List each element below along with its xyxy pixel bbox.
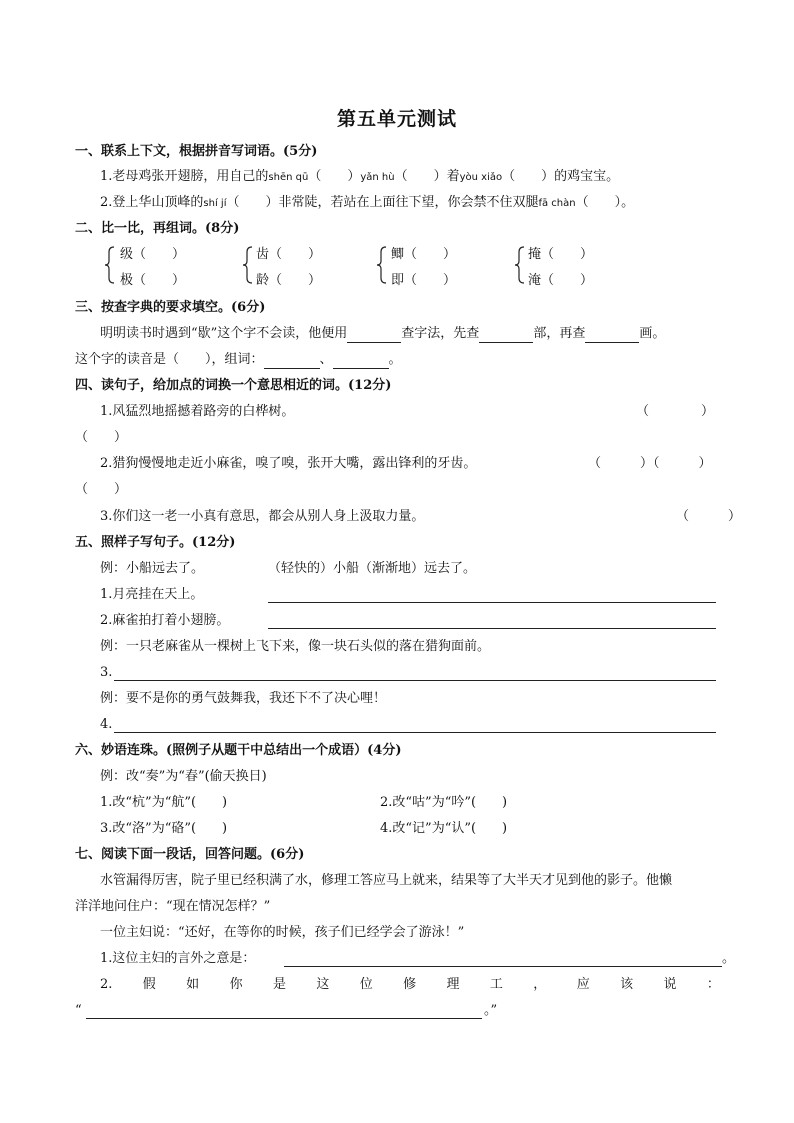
s1-q2-blank-1[interactable]: （ ）非常陡，若站在上面往下望，你会禁不住双腿 xyxy=(226,195,539,210)
s7-q2-char: 该 xyxy=(620,977,634,992)
s5-question-2: 2.麻雀拍打着小翅膀。 xyxy=(100,613,230,628)
s1-question-1 xyxy=(100,168,619,187)
s3-text-b: 查字法，先查 xyxy=(401,326,480,341)
s7-q2-char: 2. xyxy=(100,977,113,992)
s1-q2-pinyin-1: shí jí xyxy=(203,198,227,209)
s7-q1-answer-line[interactable] xyxy=(284,966,722,967)
s6-question-1[interactable]: 1.改“杭”为“航”( ) xyxy=(100,795,228,810)
s7-q2-char: 你 xyxy=(229,977,243,992)
s7-q2-char: 理 xyxy=(446,977,460,992)
s3-blank-strokes[interactable] xyxy=(585,329,639,343)
section-2-header: 二、比一比，再组词。(8分) xyxy=(75,221,240,236)
s5-example-1-expanded: （轻快的）小船（渐渐地）远去了。 xyxy=(268,561,477,576)
section-3-header: 三、按查字典的要求填空。(6分) xyxy=(75,300,266,315)
s4-q1-answer-box-2[interactable]: （ ） xyxy=(75,430,128,445)
s3-line-2 xyxy=(75,351,402,369)
s7-q2-open-quote: “ xyxy=(75,1003,82,1018)
s5-q1-answer-line[interactable] xyxy=(268,602,716,603)
s7-q2-answer-line[interactable] xyxy=(86,1018,482,1019)
s5-q3-answer-line[interactable] xyxy=(114,680,716,681)
s3-text-f: 、 xyxy=(319,352,333,367)
s1-q2-pinyin-2: fā chàn xyxy=(538,198,576,209)
s7-passage-line-2: 洋洋地问住户：“现在情况怎样？” xyxy=(75,899,271,914)
s5-example-2: 例：一只老麻雀从一棵树上飞下来，像一块石头似的落在猎狗面前。 xyxy=(100,639,491,654)
section-4-header: 四、读句子，给加点的词换一个意思相近的词。(12分) xyxy=(75,378,392,393)
s4-q2-answer-boxes[interactable]: （ ）（ ） xyxy=(588,456,712,471)
s7-q2-char: 如 xyxy=(186,977,200,992)
s4-q3-answer-box[interactable]: （ ） xyxy=(676,509,742,524)
s1-q1-blank-3[interactable]: （ ）的鸡宝宝。 xyxy=(502,169,620,184)
s3-text-e: 这个字的读音是（ ），组词： xyxy=(75,352,264,367)
s4-q2-answer-box-3[interactable]: （ ） xyxy=(75,482,128,497)
s3-blank-radical[interactable] xyxy=(479,329,533,343)
s7-q2-char: 假 xyxy=(142,977,156,992)
s4-question-2: 2.猎狗慢慢地走近小麻雀，嗅了嗅，张开大嘴，露出锋利的牙齿。 xyxy=(100,456,477,471)
s2-pair-4-top[interactable]: 掩（ ） xyxy=(528,247,594,262)
s3-line-1 xyxy=(100,325,665,343)
s1-q1-blank-2[interactable]: （ ）着 xyxy=(394,169,460,184)
s7-q2-char: 是 xyxy=(272,977,286,992)
section-6-header: 六、妙语连珠。(照例子从题干中总结出一个成语）(4分) xyxy=(75,743,402,758)
s7-q1-period: 。 xyxy=(722,951,736,966)
s5-example-1-original: 例：小船远去了。 xyxy=(100,561,205,576)
s7-question-1: 1.这位主妇的言外之意是： xyxy=(100,951,256,966)
s3-text-g: 。 xyxy=(388,352,402,367)
s7-q2-char: 修 xyxy=(403,977,417,992)
s3-blank-method[interactable] xyxy=(347,329,401,343)
s7-passage-line-3: 一位主妇说：“还好，在等你的时候，孩子们已经学会了游泳！” xyxy=(100,925,465,940)
s1-question-2 xyxy=(100,194,634,213)
brace-icon xyxy=(242,246,254,284)
s1-q1-text-a: 1.老母鸡张开翅膀，用自己的 xyxy=(100,169,269,184)
s7-q2-char: 这 xyxy=(316,977,330,992)
s2-pair-4-bottom[interactable]: 淹（ ） xyxy=(528,273,594,288)
s5-question-1: 1.月亮挂在天上。 xyxy=(100,587,204,602)
brace-icon xyxy=(104,246,116,284)
s1-q1-pinyin-3: yòu xiǎo xyxy=(459,172,503,183)
s7-q2-char: 位 xyxy=(359,977,373,992)
s1-q1-pinyin-2: yǎn hù xyxy=(360,172,395,183)
s4-question-3: 3.你们这一老一小真有意思，都会从别人身上汲取力量。 xyxy=(100,509,425,524)
s7-q2-close-quote: 。” xyxy=(484,1003,498,1018)
s2-pair-1-top[interactable]: 级（ ） xyxy=(120,247,186,262)
s7-q2-char: 应 xyxy=(576,977,590,992)
s3-blank-word-1[interactable] xyxy=(264,355,320,369)
s3-text-a: 明明读书时遇到“歇”这个字不会读，他便用 xyxy=(100,326,348,341)
s4-q1-answer-box[interactable]: （ ） xyxy=(636,404,715,419)
s7-question-2 xyxy=(100,976,720,994)
s7-q2-char: ， xyxy=(533,977,547,992)
s5-question-4: 4. xyxy=(100,717,113,732)
s5-example-3: 例：要不是你的勇气鼓舞我，我还下不了决心哩！ xyxy=(100,691,387,706)
brace-icon xyxy=(514,246,526,284)
s6-question-4[interactable]: 4.改“记”为“认”( ) xyxy=(380,821,508,836)
s4-question-1: 1.风猛烈地摇撼着路旁的白桦树。 xyxy=(100,404,295,419)
s5-q2-answer-line[interactable] xyxy=(268,628,716,629)
s1-q1-blank-1[interactable]: （ ） xyxy=(308,169,361,184)
brace-icon xyxy=(376,246,388,284)
s1-q1-pinyin-1: shēn qū xyxy=(268,172,309,183)
s7-q2-char: ： xyxy=(706,977,720,992)
s1-q2-blank-2[interactable]: （ ）。 xyxy=(575,195,635,210)
s6-example: 例：改“奏”为“春”(偷天换日) xyxy=(100,769,267,784)
s7-passage-line-1: 水管漏得厉害，院子里已经积满了水，修理工答应马上就来，结果等了大半天才见到他的影子。他懒 xyxy=(100,873,673,888)
s6-question-2[interactable]: 2.改“咕”为“吟”( ) xyxy=(380,795,508,810)
s2-pair-3-bottom[interactable]: 即（ ） xyxy=(391,273,457,288)
s2-pair-2-bottom[interactable]: 龄（ ） xyxy=(256,273,322,288)
s7-q2-char: 说 xyxy=(663,977,677,992)
s1-q2-text-a: 2.登上华山顶峰的 xyxy=(100,195,204,210)
s7-q2-char: 工 xyxy=(489,977,503,992)
section-7-header: 七、阅读下面一段话，回答问题。(6分) xyxy=(75,847,305,862)
s2-pair-3-top[interactable]: 鲫（ ） xyxy=(391,247,457,262)
page-title: 第五单元测试 xyxy=(336,108,457,130)
s3-blank-word-2[interactable] xyxy=(333,355,389,369)
s2-pair-2-top[interactable]: 齿（ ） xyxy=(256,247,322,262)
section-1-header: 一、联系上下文，根据拼音写词语。(5分) xyxy=(75,144,318,159)
section-5-header: 五、照样子写句子。(12分) xyxy=(75,535,236,550)
s3-text-c: 部，再查 xyxy=(533,326,586,341)
s3-text-d: 画。 xyxy=(639,326,666,341)
s6-question-3[interactable]: 3.改“洛”为“硌”( ) xyxy=(100,821,228,836)
s5-q4-answer-line[interactable] xyxy=(114,732,716,733)
s5-question-3: 3. xyxy=(100,665,113,680)
s2-pair-1-bottom[interactable]: 极（ ） xyxy=(120,273,186,288)
